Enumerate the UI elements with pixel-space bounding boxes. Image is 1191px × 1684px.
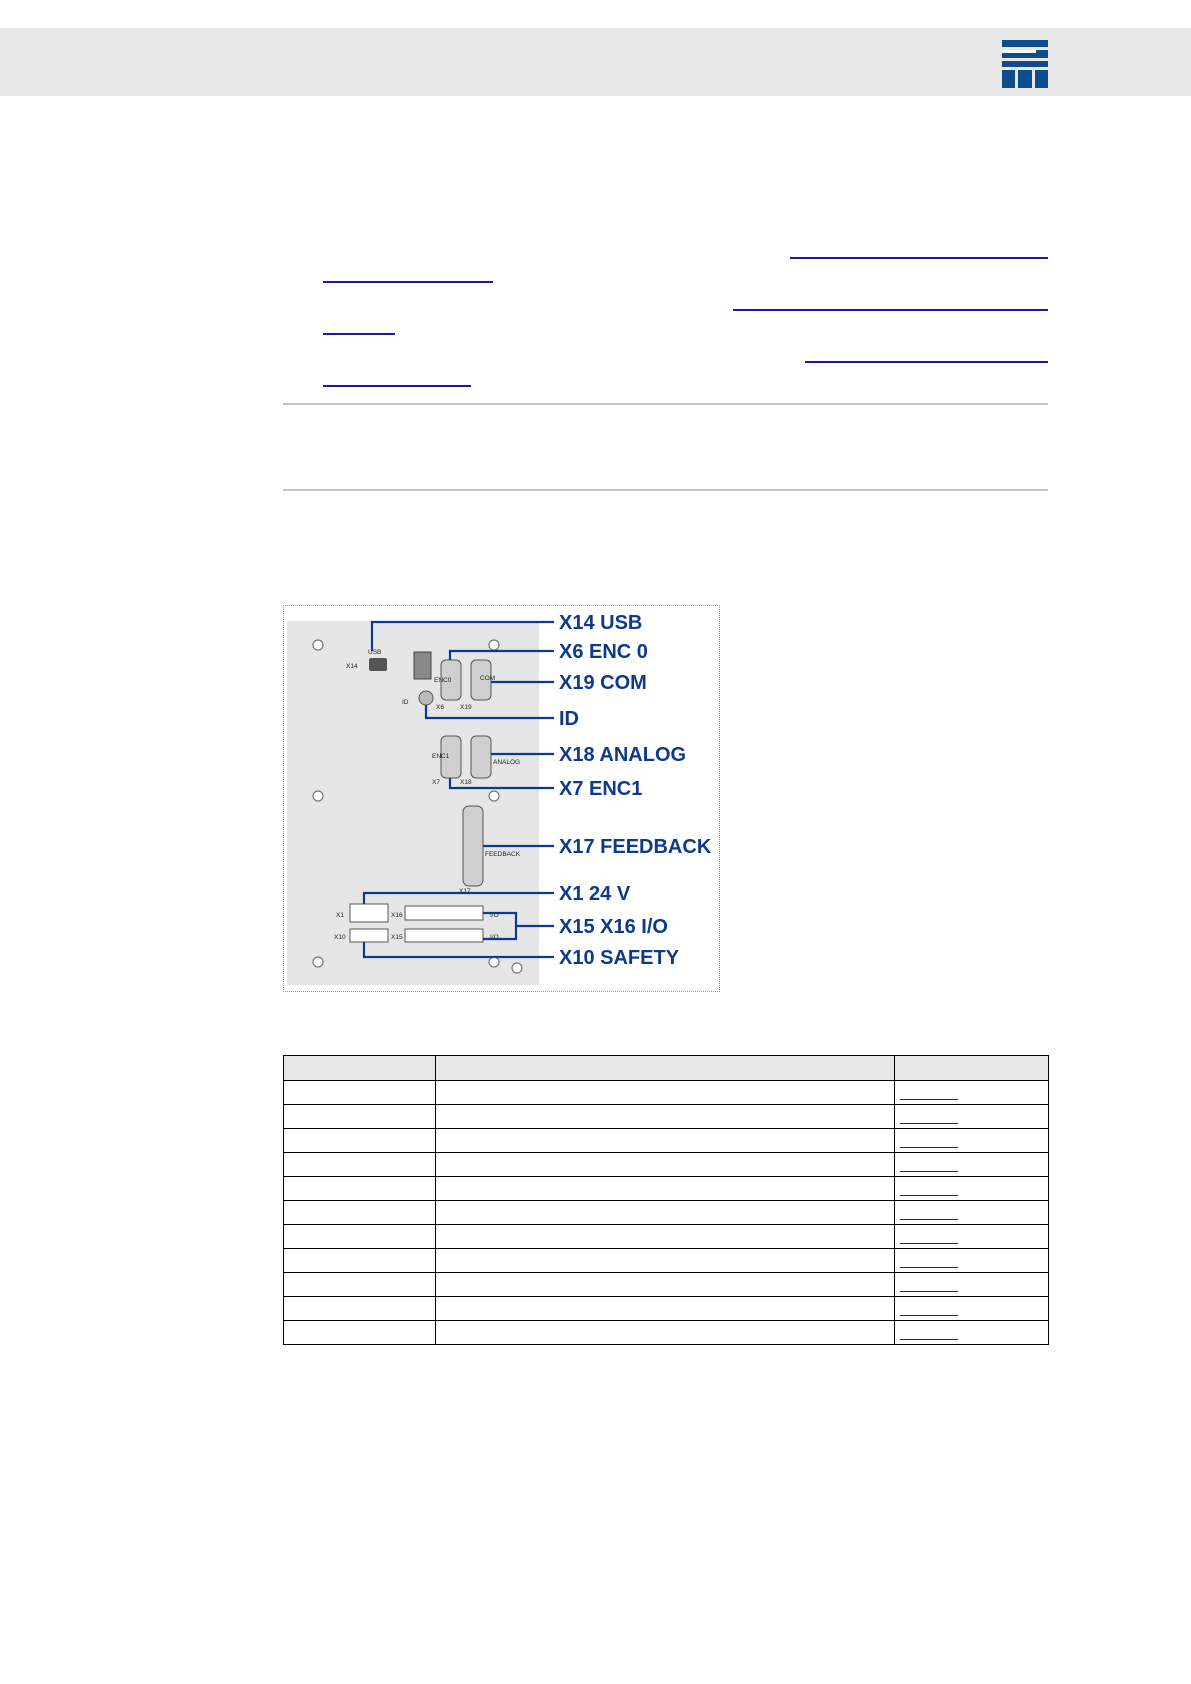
table-row	[284, 1273, 1049, 1297]
connector-table	[283, 1055, 1049, 1345]
page-reference-link[interactable]	[900, 1339, 958, 1340]
callout-x15-x16-io: X15 X16 I/O	[559, 916, 668, 938]
board-label: X19	[460, 704, 472, 711]
board-label: X14	[346, 663, 358, 670]
board-label: ANALOG	[493, 759, 521, 766]
table-header-row	[284, 1056, 1049, 1081]
note-divider-bottom	[283, 489, 1048, 491]
x1-terminal	[350, 904, 388, 922]
table-header-cell	[895, 1056, 1049, 1081]
table-row	[284, 1105, 1049, 1129]
x16-terminal	[405, 906, 483, 920]
table-row	[284, 1201, 1049, 1225]
id-switch	[419, 691, 433, 705]
callout-x14-usb: X14 USB	[559, 612, 643, 634]
page-reference-link[interactable]	[900, 1291, 958, 1292]
page-reference-link[interactable]	[900, 1171, 958, 1172]
table-row	[284, 1249, 1049, 1273]
x17-connector	[463, 806, 483, 886]
table-row	[284, 1129, 1049, 1153]
status-display	[414, 652, 431, 679]
table-row	[284, 1153, 1049, 1177]
connector-diagram	[284, 606, 719, 991]
x15-terminal	[405, 929, 483, 942]
page-reference-link[interactable]	[900, 1315, 958, 1316]
board-label: USB	[368, 649, 382, 656]
cross-reference-link-1a[interactable]	[790, 257, 1048, 259]
board-label: I/O	[490, 934, 499, 941]
x10-terminal	[350, 929, 388, 942]
callout-id: ID	[559, 708, 579, 730]
page-reference-link[interactable]	[900, 1219, 958, 1220]
page-reference-link[interactable]	[900, 1123, 958, 1124]
table-row	[284, 1225, 1049, 1249]
table-row	[284, 1177, 1049, 1201]
table-header-cell	[284, 1056, 436, 1081]
company-logo-icon	[1002, 40, 1048, 88]
board-label: X18	[460, 779, 472, 786]
cross-reference-link-3a[interactable]	[805, 361, 1048, 363]
cross-reference-link-1b[interactable]	[323, 281, 493, 283]
board-label: X10	[334, 934, 346, 941]
page-reference-link[interactable]	[900, 1099, 958, 1100]
board-label: FEEDBACK	[485, 851, 521, 858]
board-label: ENC0	[434, 677, 452, 684]
cross-reference-link-3b[interactable]	[323, 385, 471, 387]
page-reference-link[interactable]	[900, 1147, 958, 1148]
usb-port	[369, 658, 387, 671]
callout-x7-enc1: X7 ENC1	[559, 778, 643, 800]
cross-reference-link-2a[interactable]	[733, 309, 1048, 311]
callout-x1-24v: X1 24 V	[559, 883, 631, 905]
page-reference-link[interactable]	[900, 1267, 958, 1268]
callout-x19-com: X19 COM	[559, 672, 647, 694]
callout-x18-analog: X18 ANALOG	[559, 744, 687, 766]
board-label: X17	[459, 888, 471, 895]
table-header-cell	[435, 1056, 894, 1081]
callout-x10-safety: X10 SAFETY	[559, 947, 680, 969]
board-label: X6	[436, 704, 444, 711]
connector-overview-figure	[283, 605, 720, 992]
table-row	[284, 1321, 1049, 1345]
page-reference-link[interactable]	[900, 1243, 958, 1244]
board-label: X16	[391, 912, 403, 919]
board-label: COM	[480, 675, 496, 682]
table-row	[284, 1297, 1049, 1321]
callout-x6-enc0: X6 ENC 0	[559, 641, 648, 663]
note-divider-top	[283, 403, 1048, 405]
table-row	[284, 1081, 1049, 1105]
callout-x17-feedback: X17 FEEDBACK	[559, 836, 712, 858]
board-label: ID	[402, 699, 409, 706]
board-label: X7	[432, 779, 440, 786]
board-label: X15	[391, 934, 403, 941]
board-label: X1	[336, 912, 344, 919]
cross-reference-link-2b[interactable]	[323, 333, 395, 335]
x18-connector	[471, 736, 491, 778]
page-reference-link[interactable]	[900, 1195, 958, 1196]
board-label: ENC1	[432, 753, 450, 760]
board-label: I/O	[490, 912, 499, 919]
